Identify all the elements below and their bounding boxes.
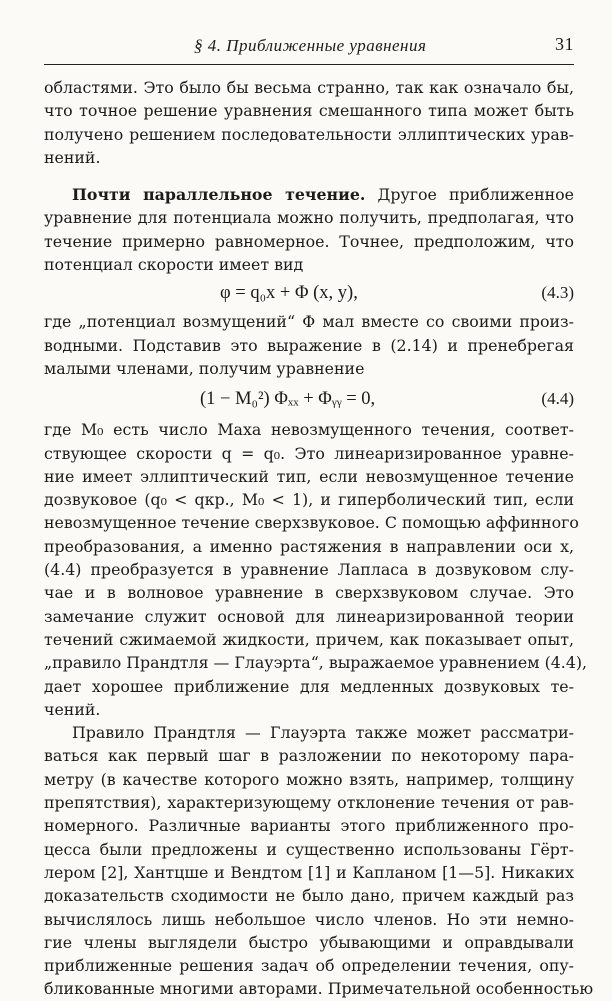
text-line: номерного. Различные варианты этого приближенного про- [44,816,574,836]
equation-4-3 [44,278,574,308]
text-line: преобразования, а именно растяжения в направлении оси x, [44,536,574,556]
text-line [44,183,574,206]
text-line: течение примерно равномерное. Точнее, предположим, что [44,231,574,251]
text-line: доказательств сходимости не было дано, причем каждый раз [44,886,574,906]
text-line: лером [2], Хантцше и Вендтом [1] и Капланом [1—5]. Никаких [44,862,574,882]
paragraph-gap [44,169,574,183]
header-rule [44,64,574,65]
text-line: чае и в волновое уравнение в сверхзвуковом случае. Это [44,583,574,603]
text-line: замечание служит основой для линеаризированной теории [44,606,574,626]
text-line: дозвуковое (q₀ < qкр., M₀ < 1), и гиперболический тип, если [44,490,574,510]
text-line: малыми членами, получим уравнение [44,358,365,378]
text-line: дает хорошее приближение для медленных дозвуковых те- [44,676,574,696]
text-line: препятствия), характеризующему отклонение течения от рав- [44,793,574,813]
equation-formula: (1 − M₀²) Φₓₓ + Φᵧᵧ = 0, [200,389,376,410]
text-line: уравнение для потенциала можно получить, предполагая, что [44,208,574,228]
text-line: ствующее скорости q = q₀. Это линеаризированное уравне- [44,443,574,463]
text-line: течений сжимаемой жидкости, причем, как показывает опыт, [44,629,574,649]
text-line: чений. [44,699,101,719]
equation-number: (4.3) [541,283,574,303]
equation-4-4 [44,384,574,414]
text-line: гие члены выглядели быстро убывающими и оправдывали [44,932,574,952]
equation-formula: φ = q₀x + Φ (x, y), [220,283,358,304]
text-line: где M₀ есть число Маха невозмущенного течения, соответ- [44,420,574,440]
text-line: потенциал скорости имеет вид [44,255,304,275]
page-number: 31 [555,34,574,54]
text-line: где „потенциал возмущений“ Φ мал вместе со своими произ- [44,312,574,332]
text-line: вычислялось лишь небольшое число членов. Но эти немно- [44,909,574,929]
section-title: § 4. Приближенные уравнения [194,36,427,55]
text-line: приближенные решения задач об определении течения, опу- [44,956,574,976]
text-line: Правило Прандтля — Глауэрта также может рассматри- [72,723,574,743]
text-line: (4.4) преобразуется в уравнение Лапласа в дозвуковом слу- [44,560,574,580]
text-line: метру (в качестве которого можно взять, например, толщину [44,769,574,789]
text-line: нений. [44,147,101,167]
text-line: ние имеет эллиптический тип, если невозмущенное течение [44,466,574,486]
equation-number: (4.4) [541,389,574,409]
text-line: областями. Это было бы весьма странно, так как означало бы, [44,78,574,97]
text-line: невозмущенное течение сверхзвуковое. С помощью аффинного [44,513,579,533]
text-line: водными. Подставив это выражение в (2.14) и пренебрегая [44,335,574,355]
body-text [44,76,594,1001]
text-line: „правило Прандтля — Глауэрта“, выражаемое уравнением (4.4), [44,653,588,673]
text-line: цесса были предложены и существенно использованы Гёрт- [44,839,574,859]
text-line: что точное решение уравнения смешанного типа может быть [44,101,574,121]
text-line: ваться как первый шаг в разложении по некоторому пара- [44,746,574,766]
paragraph-text: Другое приближенное [377,185,575,205]
text-line: бликованные многими авторами. Примечательной особенностью [44,979,594,999]
paragraph-title: Почти параллельное течение. [72,185,366,205]
text-line: получено решением последовательности эллиптических урав- [44,124,574,144]
